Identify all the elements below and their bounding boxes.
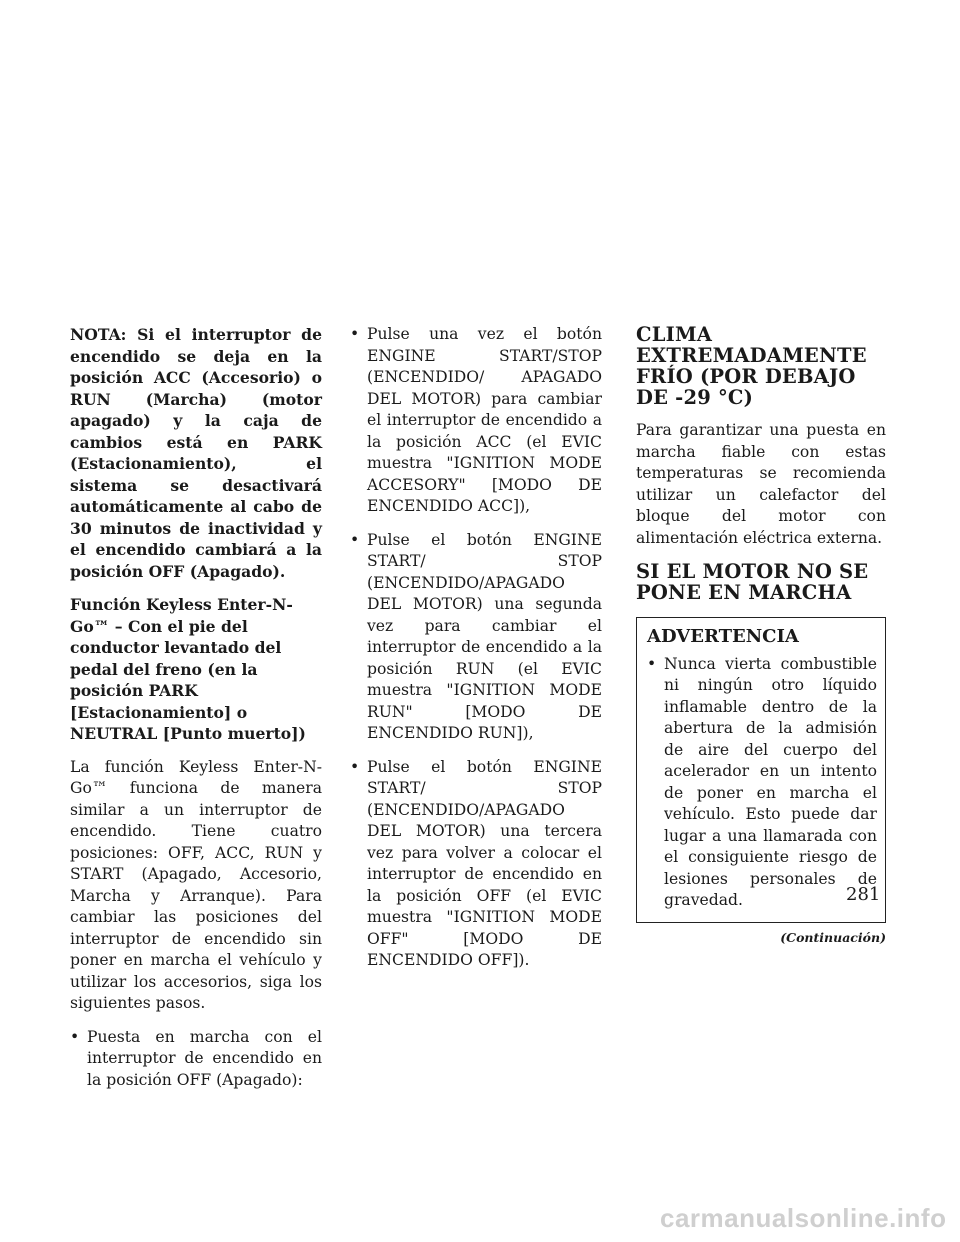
- keyless-description: La función Keyless Enter-N-Go™ funciona de manera similar a un interruptor de encendido. Tiene cuatro posiciones: OFF, ACC, RUN y START (Apagado, Accesorio, Marcha y Arranque). Para cambiar las posiciones del interruptor de encendido sin poner en marcha el vehículo y utilizar los accesorios, siga los siguientes pasos.: [70, 757, 322, 1012]
- warning-list: [647, 654, 877, 912]
- continuation-label: (Continuación): [780, 929, 886, 945]
- column-middle: [350, 324, 602, 984]
- list-item: • Puesta en marcha con el interruptor de encendido en la posición OFF (Apagado):: [70, 1027, 322, 1092]
- warning-title: ADVERTENCIA: [647, 626, 799, 647]
- page-number: 281: [846, 884, 881, 905]
- column-left: [70, 324, 322, 1103]
- cold-weather-heading: CLIMA EXTREMADAMENTE FRÍO (POR DEBAJO DE -29 °C): [636, 323, 867, 409]
- list-item: • Pulse una vez el botón ENGINE START/STOP (ENCENDIDO/ APAGADO DEL MOTOR) para cambiar el interruptor de encendido a la posición ACC (el EVIC muestra "IGNITION MODE ACCESORY" [MODO DE ENCENDIDO ACC]),: [350, 324, 602, 518]
- warning-item: • Nunca vierta combustible ni ningún otro líquido inflamable dentro de la abertura de la admisión de aire del cuerpo del acelerador en un intento de poner en marcha el vehículo. Esto puede dar lugar a una llamarada con el consiguiente riesgo de lesiones personales de gravedad.: [647, 654, 877, 912]
- steps-list: [350, 324, 602, 972]
- list-item: • Pulse el botón ENGINE START/ STOP (ENCENDIDO/APAGADO DEL MOTOR) una tercera vez para volver a colocar el interruptor de encendido en la posición OFF (el EVIC muestra "IGNITION MODE OFF" [MODO DE ENCENDIDO OFF]).: [350, 757, 602, 972]
- list-item: • Pulse el botón ENGINE START/ STOP (ENCENDIDO/APAGADO DEL MOTOR) una segunda vez para cambiar el interruptor de encendido a la posición RUN (el EVIC muestra "IGNITION MODE RUN" [MODO DE ENCENDIDO RUN]),: [350, 530, 602, 745]
- cold-weather-paragraph: Para garantizar una puesta en marcha fiable con estas temperaturas se recomienda utilizar un calefactor del bloque del motor con alimentación eléctrica externa.: [636, 421, 886, 547]
- keyless-subheading: Función Keyless Enter-N-Go™ – Con el pie del conductor levantado del pedal del freno (en la posición PARK [Estacionamiento] o NEUTRAL [Punto muerto]): [70, 595, 306, 743]
- steps-list-start: [70, 1027, 322, 1092]
- column-right: [636, 324, 886, 948]
- watermark: carmanualsonline.info: [660, 1203, 947, 1233]
- warning-box: [636, 617, 886, 923]
- note-paragraph: NOTA: Si el interruptor de encendido se deja en la posición ACC (Accesorio) o RUN (Marcha) (motor apagado) y la caja de cambios está en PARK (Estacionamiento), el sistema se desactivará automáticamente al cabo de 30 minutos de inactividad y el encendido cambiará a la posición OFF (Apagado).: [70, 325, 322, 581]
- engine-fails-heading: SI EL MOTOR NO SE PONE EN MARCHA: [636, 560, 869, 604]
